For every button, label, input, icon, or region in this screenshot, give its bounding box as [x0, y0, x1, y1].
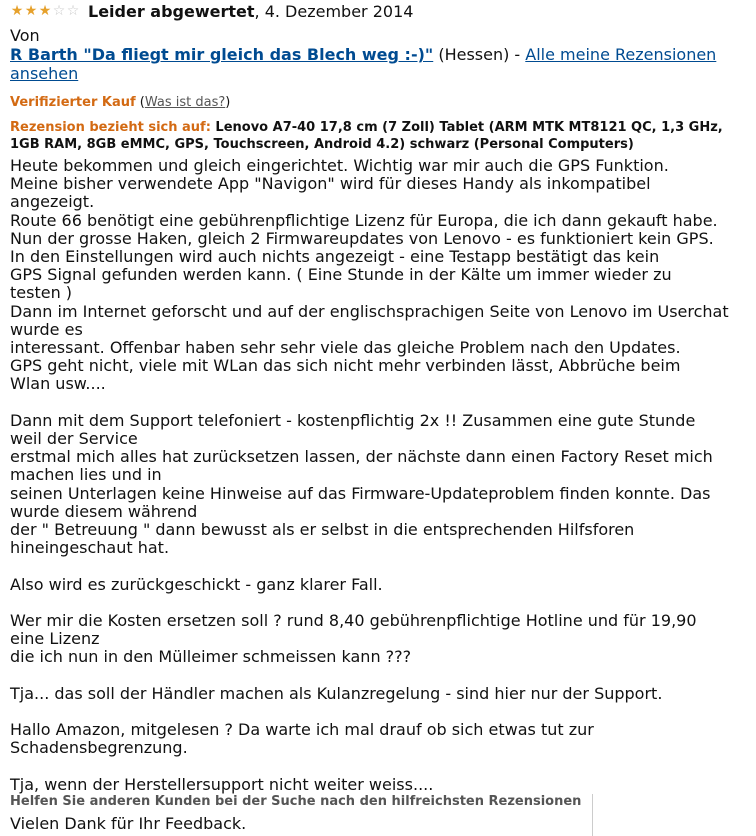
product-reference-label: Rezension bezieht sich auf: [10, 120, 216, 135]
helpful-question: Helfen Sie anderen Kunden bei der Suche nach den hilfreichsten Rezensionen [10, 794, 582, 809]
review-line: GPS Signal gefunden werden kann. ( Eine Stunde in der Kälte um immer wieder zu [10, 265, 672, 285]
review-line: In den Einstellungen wird auch nichts angezeigt - eine Testapp bestätigt das kein [10, 247, 660, 267]
review-line [10, 394, 756, 412]
review-line: Tja... das soll der Händler machen als Kulanzregelung - sind hier nur der Support. [10, 683, 663, 703]
review-line: wurde es [10, 319, 83, 339]
verified-why-suffix: ) [225, 95, 231, 110]
review-line: Schadensbegrenzung. [10, 738, 188, 758]
review-line: hineingeschaut hat. [10, 538, 170, 558]
review-line: Nun der grosse Haken, gleich 2 Firmwareupdates von Lenovo - es funktioniert kein GPS. [10, 228, 714, 248]
review-line: Meine bisher verwendete App "Navigon" wird für dieses Handy als inkompatibel [10, 174, 651, 194]
review-line: machen lies und in [10, 465, 162, 485]
review-line: Dann mit dem Support telefoniert - kostenpflichtig 2x !! Zusammen eine gute Stunde [10, 410, 696, 430]
byline [10, 26, 756, 83]
reviewer-link[interactable]: R Barth "Da fliegt mir gleich das Blech weg :-)" [10, 45, 434, 64]
review-line [10, 703, 756, 721]
review-line: Dann im Internet geforscht und auf der englischsprachigen Seite von Lenovo im Userchat [10, 301, 729, 321]
review-line: Hallo Amazon, mitgelesen ? Da warte ich mal drauf ob sich etwas tut zur [10, 720, 594, 740]
helpfulness-footer [10, 794, 593, 836]
review-line: angezeigt. [10, 192, 95, 212]
review-title: Leider abgewertet [88, 1, 255, 21]
review-date: , 4. Dezember 2014 [254, 1, 414, 21]
star-empty-icon: ☆ [66, 3, 80, 19]
review-line [10, 594, 756, 612]
review-line: Route 66 benötigt eine gebührenpflichtige Lizenz für Europa, die ich dann gekauft habe. [10, 210, 718, 230]
review-line: wurde diesem während [10, 501, 198, 521]
feedback-thanks: Vielen Dank für Ihr Feedback. [10, 814, 247, 833]
review-line [10, 667, 756, 685]
review-line: Wer mir die Kosten ersetzen soll ? rund 8,40 gebührenpflichtige Hotline und für 19,90 [10, 611, 697, 631]
star-filled-icon: ★ [24, 3, 38, 19]
star-rating [10, 4, 80, 18]
review-line: testen ) [10, 283, 73, 303]
all-reviews-link[interactable]: Alle meine Rezensionen ansehen [10, 45, 717, 83]
review-line: Tja, wenn der Herstellersupport nicht weiter weiss.... [10, 774, 434, 794]
reviewer-location: (Hessen) - [433, 45, 526, 64]
review-line: der " Betreuung " dann bewusst als er selbst in die entsprechenden Hilfsforen [10, 520, 635, 540]
review-line: eine Lizenz [10, 629, 100, 649]
review-line: erstmal mich alles hat zurücksetzen lassen, der nächste dann einen Factory Reset mich [10, 447, 713, 467]
review-line: GPS geht nicht, viele mit WLan das sich nicht mehr verbinden lässt, Abbrüche beim [10, 356, 681, 376]
review-line: Heute bekommen und gleich eingerichtet. Wichtig war mir auch die GPS Funktion. [10, 156, 669, 175]
review-body [10, 157, 756, 794]
review-line: seinen Unterlagen keine Hinweise auf das Firmware-Updateproblem finden konnte. Das [10, 483, 711, 503]
star-empty-icon: ☆ [52, 3, 66, 19]
verified-why-prefix: ( [135, 95, 145, 110]
verified-label: Verifizierter Kauf [10, 95, 136, 110]
verified-purchase [10, 95, 756, 111]
review-line: die ich nun in den Mülleimer schmeissen kann ??? [10, 647, 412, 667]
star-filled-icon: ★ [10, 3, 24, 19]
review-line: Also wird es zurückgeschickt - ganz klarer Fall. [10, 574, 383, 594]
review-header [10, 0, 756, 22]
what-is-this-link[interactable]: Was ist das? [144, 95, 226, 110]
review-line [10, 758, 756, 776]
star-filled-icon: ★ [38, 3, 52, 19]
product-name: Lenovo A7-40 17,8 cm (7 Zoll) Tablet (ARM MTK MT8121 QC, 1,3 GHz, 1GB RAM, 8GB eMMC, GPS, Touchscreen, Android 4.2) schwarz (Personal Computers) [10, 120, 723, 152]
byline-prefix: Von [10, 26, 40, 45]
review-line: weil der Service [10, 429, 138, 449]
review-line [10, 557, 756, 575]
review-line: Wlan usw.... [10, 374, 106, 394]
review-line: interessant. Offenbar haben sehr sehr viele das gleiche Problem nach den Updates. [10, 338, 681, 358]
product-reference [10, 119, 756, 153]
